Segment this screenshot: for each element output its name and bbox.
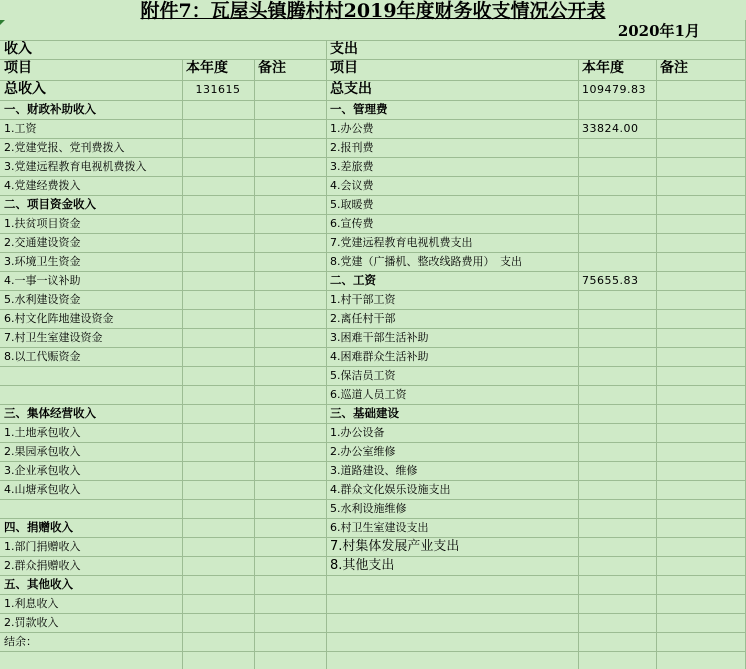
income-note-cell[interactable] — [254, 442, 326, 461]
expense-item-cell[interactable]: 一、管理费 — [330, 102, 388, 116]
grid-hline — [0, 157, 746, 158]
expense-item-cell[interactable]: 5.保洁员工资 — [330, 369, 396, 382]
expense-item-cell[interactable]: 1.村干部工资 — [330, 293, 396, 306]
expense-item-cell[interactable]: 1.办公费 — [330, 122, 374, 135]
grid-hline — [0, 119, 746, 120]
expense-note-cell[interactable] — [656, 347, 746, 366]
grid-hline — [0, 651, 746, 652]
income-year-cell[interactable] — [182, 385, 254, 404]
expense-note-cell[interactable] — [656, 195, 746, 214]
expense-note-cell[interactable] — [656, 518, 746, 537]
income-year-cell[interactable] — [182, 176, 254, 195]
expense-item-cell[interactable]: 3.差旅费 — [330, 160, 374, 173]
income-item-cell[interactable]: 五、其他收入 — [4, 577, 73, 591]
income-year-cell[interactable] — [182, 195, 254, 214]
expense-note-cell[interactable] — [656, 594, 746, 613]
income-item-cell[interactable]: 二、项目资金收入 — [4, 197, 96, 211]
expense-year-cell[interactable] — [578, 138, 656, 157]
income-item-cell[interactable]: 3.企业承包收入 — [4, 464, 81, 477]
income-year-cell[interactable] — [182, 138, 254, 157]
income-col-note-header[interactable]: 备注 — [258, 60, 286, 76]
expense-year-cell[interactable] — [578, 214, 656, 233]
expense-note-cell[interactable] — [656, 404, 746, 423]
income-year-cell[interactable] — [182, 347, 254, 366]
expense-note-cell[interactable] — [656, 575, 746, 594]
expense-item-cell[interactable] — [326, 632, 578, 651]
expense-col-note-header[interactable]: 备注 — [660, 60, 688, 76]
grid-hline — [0, 214, 746, 215]
income-item-cell[interactable]: 四、捐赠收入 — [4, 520, 73, 534]
income-note-cell[interactable] — [254, 252, 326, 271]
grid-hline — [0, 404, 746, 405]
grid-hline — [0, 80, 746, 81]
total-income-value[interactable]: 131615 — [195, 83, 241, 96]
expense-year-cell[interactable] — [578, 309, 656, 328]
income-item-cell[interactable]: 1.土地承包收入 — [4, 426, 81, 439]
expense-item-cell[interactable] — [326, 613, 578, 632]
expense-year-cell[interactable] — [578, 252, 656, 271]
expense-year-cell[interactable] — [578, 366, 656, 385]
expense-year-cell[interactable] — [578, 328, 656, 347]
expense-col-item-header[interactable]: 项目 — [330, 60, 358, 76]
income-year-cell[interactable] — [182, 423, 254, 442]
grid-hline — [0, 252, 746, 253]
grid-hline — [0, 556, 746, 557]
grid-hline — [0, 461, 746, 462]
grid-vline — [326, 40, 327, 669]
income-year-cell[interactable] — [182, 404, 254, 423]
income-year-cell[interactable] — [182, 290, 254, 309]
expense-year-cell[interactable] — [578, 575, 656, 594]
income-note-cell[interactable] — [254, 119, 326, 138]
grid-hline — [0, 347, 746, 348]
grid-hline — [0, 176, 746, 177]
income-note-cell[interactable] — [254, 271, 326, 290]
expense-item-cell[interactable]: 4.群众文化娱乐设施支出 — [330, 483, 451, 496]
expense-note-cell[interactable] — [656, 138, 746, 157]
grid-hline — [0, 195, 746, 196]
income-item-cell[interactable]: 1.扶贫项目资金 — [4, 217, 81, 230]
grid-hline — [0, 100, 746, 101]
expense-item-cell[interactable]: 2.离任村干部 — [330, 312, 396, 325]
expense-note-cell[interactable] — [656, 214, 746, 233]
income-year-cell[interactable] — [182, 518, 254, 537]
income-note-cell[interactable] — [254, 613, 326, 632]
grid-hline — [0, 613, 746, 614]
income-year-cell[interactable] — [182, 499, 254, 518]
expense-note-cell[interactable] — [656, 461, 746, 480]
expense-item-cell[interactable]: 6.村卫生室建设支出 — [330, 521, 429, 534]
income-item-cell[interactable] — [0, 499, 182, 518]
income-item-cell[interactable]: 8.以工代赈资金 — [4, 350, 81, 363]
grid-hline — [0, 518, 746, 519]
income-year-cell[interactable] — [182, 366, 254, 385]
expense-note-cell[interactable] — [656, 271, 746, 290]
income-year-cell[interactable] — [182, 613, 254, 632]
expense-item-cell[interactable]: 7.村集体发展产业支出 — [330, 539, 460, 554]
income-item-cell[interactable] — [0, 366, 182, 385]
expense-item-cell[interactable]: 2.报刊费 — [330, 141, 374, 154]
grid-hline — [0, 271, 746, 272]
income-year-cell[interactable] — [182, 157, 254, 176]
income-note-cell[interactable] — [254, 290, 326, 309]
expense-year-cell[interactable] — [578, 537, 656, 556]
total-expense-label[interactable]: 总支出 — [330, 81, 372, 97]
income-item-cell[interactable] — [0, 385, 182, 404]
expense-year-cell[interactable] — [578, 594, 656, 613]
income-note-cell[interactable] — [254, 385, 326, 404]
income-year-cell[interactable] — [182, 309, 254, 328]
expense-item-cell[interactable] — [326, 575, 578, 594]
expense-note-cell[interactable] — [656, 100, 746, 119]
expense-note-cell[interactable] — [656, 499, 746, 518]
income-item-cell[interactable]: 结余： — [4, 635, 37, 648]
expense-item-cell[interactable]: 3.道路建设、维修 — [330, 464, 418, 477]
income-note-cell[interactable] — [254, 423, 326, 442]
income-note-cell[interactable] — [254, 366, 326, 385]
income-section-header[interactable]: 收入 — [4, 41, 32, 57]
page-title: 附件7：瓦屋头镇腾村村2019年度财务收支情况公开表 — [140, 0, 606, 20]
expense-section-header[interactable]: 支出 — [330, 41, 358, 57]
expense-year-cell[interactable] — [578, 556, 656, 575]
expense-note-cell[interactable] — [656, 613, 746, 632]
grid-hline — [0, 233, 746, 234]
income-year-cell[interactable] — [182, 632, 254, 651]
grid-vline — [656, 59, 657, 669]
income-note-cell[interactable] — [254, 404, 326, 423]
grid-hline — [0, 537, 746, 538]
grid-hline — [0, 290, 746, 291]
income-year-cell[interactable] — [182, 442, 254, 461]
grid-hline — [0, 594, 746, 595]
income-year-cell[interactable] — [182, 100, 254, 119]
expense-note-cell[interactable] — [656, 309, 746, 328]
grid-hline — [0, 442, 746, 443]
income-note-cell[interactable] — [254, 347, 326, 366]
expense-year-cell[interactable] — [578, 157, 656, 176]
income-year-cell[interactable] — [182, 556, 254, 575]
expense-year-cell[interactable] — [578, 385, 656, 404]
income-item-cell[interactable]: 6.村文化阵地建设资金 — [4, 312, 114, 325]
expense-item-cell[interactable]: 6.巡道人员工资 — [330, 388, 407, 401]
expense-item-cell[interactable]: 7.党建远程教育电视机费支出 — [330, 236, 473, 249]
income-note-cell[interactable] — [254, 233, 326, 252]
expense-item-cell[interactable]: 4.会议费 — [330, 179, 374, 192]
expense-year-cell[interactable] — [578, 518, 656, 537]
expense-year-cell[interactable] — [578, 100, 656, 119]
income-item-cell[interactable]: 4.一事一议补助 — [4, 274, 81, 287]
income-note-cell[interactable] — [254, 480, 326, 499]
expense-item-cell[interactable]: 3.困难干部生活补助 — [330, 331, 429, 344]
income-item-cell[interactable]: 3.环境卫生资金 — [4, 255, 81, 268]
expense-note-cell[interactable] — [656, 632, 746, 651]
income-year-cell[interactable] — [182, 119, 254, 138]
expense-note-cell[interactable] — [656, 233, 746, 252]
income-note-cell[interactable] — [254, 499, 326, 518]
income-year-cell[interactable] — [182, 537, 254, 556]
expense-note-cell[interactable] — [656, 556, 746, 575]
grid-hline — [0, 385, 746, 386]
income-note-cell[interactable] — [254, 594, 326, 613]
income-note-cell[interactable] — [254, 632, 326, 651]
income-item-cell[interactable]: 4.山塘承包收入 — [4, 483, 81, 496]
expense-year-cell[interactable] — [578, 632, 656, 651]
grid-hline — [0, 59, 746, 60]
expense-year-cell[interactable] — [578, 442, 656, 461]
expense-year-cell[interactable] — [578, 499, 656, 518]
grid-hline — [0, 138, 746, 139]
income-year-cell[interactable] — [182, 233, 254, 252]
income-year-cell[interactable] — [182, 252, 254, 271]
grid-hline — [0, 366, 746, 367]
income-note-cell[interactable] — [254, 556, 326, 575]
expense-note-cell[interactable] — [656, 366, 746, 385]
income-note-cell[interactable] — [254, 461, 326, 480]
expense-year-cell[interactable] — [578, 176, 656, 195]
total-expense-value[interactable]: 109479.83 — [582, 83, 646, 96]
expense-note-cell[interactable] — [656, 385, 746, 404]
income-item-cell[interactable]: 2.群众捐赠收入 — [4, 559, 81, 572]
income-item-cell[interactable]: 5.水利建设资金 — [4, 293, 81, 306]
expense-year-cell[interactable] — [578, 613, 656, 632]
income-note-cell[interactable] — [254, 195, 326, 214]
expense-note-cell[interactable] — [656, 442, 746, 461]
expense-item-cell[interactable]: 2.办公室维修 — [330, 445, 396, 458]
income-item-cell[interactable]: 4.党建经费拨入 — [4, 179, 81, 192]
income-note-cell[interactable] — [254, 575, 326, 594]
cell-comment-marker-icon — [0, 20, 5, 25]
report-date: 2020年1月 — [617, 22, 700, 40]
income-year-cell[interactable] — [182, 461, 254, 480]
income-note-cell[interactable] — [254, 537, 326, 556]
income-item-cell[interactable]: 3.党建远程教育电视机费拨入 — [4, 160, 147, 173]
grid-hline — [0, 423, 746, 424]
expense-item-cell[interactable]: 1.办公设备 — [330, 426, 385, 439]
grid-vline — [254, 59, 255, 669]
expense-item-cell[interactable]: 8.党建（广播机、整改线路费用） 支出 — [330, 255, 522, 268]
income-year-cell[interactable] — [182, 594, 254, 613]
income-item-cell[interactable]: 1.工资 — [4, 122, 37, 135]
income-item-cell[interactable]: 1.部门捐赠收入 — [4, 540, 81, 553]
income-col-year-header[interactable]: 本年度 — [186, 60, 228, 76]
income-item-cell[interactable]: 2.交通建设资金 — [4, 236, 81, 249]
income-item-cell[interactable]: 2.党建党报、党刊费拨入 — [4, 141, 125, 154]
expense-year-cell[interactable] — [578, 480, 656, 499]
grid-hline — [0, 480, 746, 481]
grid-vline — [182, 59, 183, 669]
expense-year-cell[interactable] — [578, 404, 656, 423]
expense-year-cell[interactable] — [578, 423, 656, 442]
income-item-cell[interactable]: 2.果园承包收入 — [4, 445, 81, 458]
expense-col-year-header[interactable]: 本年度 — [582, 60, 624, 76]
income-note-cell[interactable] — [254, 328, 326, 347]
expense-note-cell[interactable] — [656, 537, 746, 556]
grid-hline — [0, 575, 746, 576]
total-income-label[interactable]: 总收入 — [4, 81, 46, 97]
income-item-cell[interactable]: 2.罚款收入 — [4, 616, 59, 629]
income-item-cell[interactable]: 三、集体经营收入 — [4, 406, 96, 420]
expense-year-cell[interactable]: 33824.00 — [582, 122, 639, 135]
expense-note-cell[interactable] — [656, 176, 746, 195]
income-year-cell[interactable] — [182, 575, 254, 594]
expense-note-cell[interactable] — [656, 290, 746, 309]
expense-note-cell[interactable] — [656, 157, 746, 176]
income-year-cell[interactable] — [182, 214, 254, 233]
expense-item-cell[interactable]: 三、基础建设 — [330, 406, 399, 420]
income-note-cell[interactable] — [254, 518, 326, 537]
expense-year-cell[interactable]: 75655.83 — [582, 274, 639, 287]
expense-year-cell[interactable] — [578, 347, 656, 366]
expense-note-cell[interactable] — [656, 423, 746, 442]
income-item-cell[interactable]: 7.村卫生室建设资金 — [4, 331, 103, 344]
expense-item-cell[interactable]: 二、工资 — [330, 273, 376, 287]
income-col-item-header[interactable]: 项目 — [4, 60, 32, 76]
grid-hline — [0, 40, 746, 41]
expense-year-cell[interactable] — [578, 461, 656, 480]
income-item-cell[interactable]: 一、财政补助收入 — [4, 102, 96, 116]
income-year-cell[interactable] — [182, 271, 254, 290]
expense-year-cell[interactable] — [578, 233, 656, 252]
income-item-cell[interactable]: 1.利息收入 — [4, 597, 59, 610]
expense-note-cell[interactable] — [656, 252, 746, 271]
income-note-cell[interactable] — [254, 100, 326, 119]
income-note-cell[interactable] — [254, 176, 326, 195]
expense-item-cell[interactable]: 6.宣传费 — [330, 217, 374, 230]
expense-year-cell[interactable] — [578, 290, 656, 309]
grid-hline — [0, 328, 746, 329]
grid-hline — [0, 309, 746, 310]
income-note-cell[interactable] — [254, 157, 326, 176]
expense-note-cell[interactable] — [656, 328, 746, 347]
income-note-cell[interactable] — [254, 214, 326, 233]
grid-hline — [0, 632, 746, 633]
income-year-cell[interactable] — [182, 480, 254, 499]
expense-note-cell[interactable] — [656, 119, 746, 138]
expense-item-cell[interactable] — [326, 594, 578, 613]
expense-item-cell[interactable]: 5.水利设施维修 — [330, 502, 407, 515]
expense-year-cell[interactable] — [578, 195, 656, 214]
grid-vline — [578, 59, 579, 669]
grid-hline — [0, 499, 746, 500]
expense-item-cell[interactable]: 4.困难群众生活补助 — [330, 350, 429, 363]
income-note-cell[interactable] — [254, 309, 326, 328]
expense-note-cell[interactable] — [656, 480, 746, 499]
income-note-cell[interactable] — [254, 138, 326, 157]
expense-item-cell[interactable]: 8.其他支出 — [330, 558, 395, 573]
expense-item-cell[interactable]: 5.取暖费 — [330, 198, 374, 211]
income-year-cell[interactable] — [182, 328, 254, 347]
